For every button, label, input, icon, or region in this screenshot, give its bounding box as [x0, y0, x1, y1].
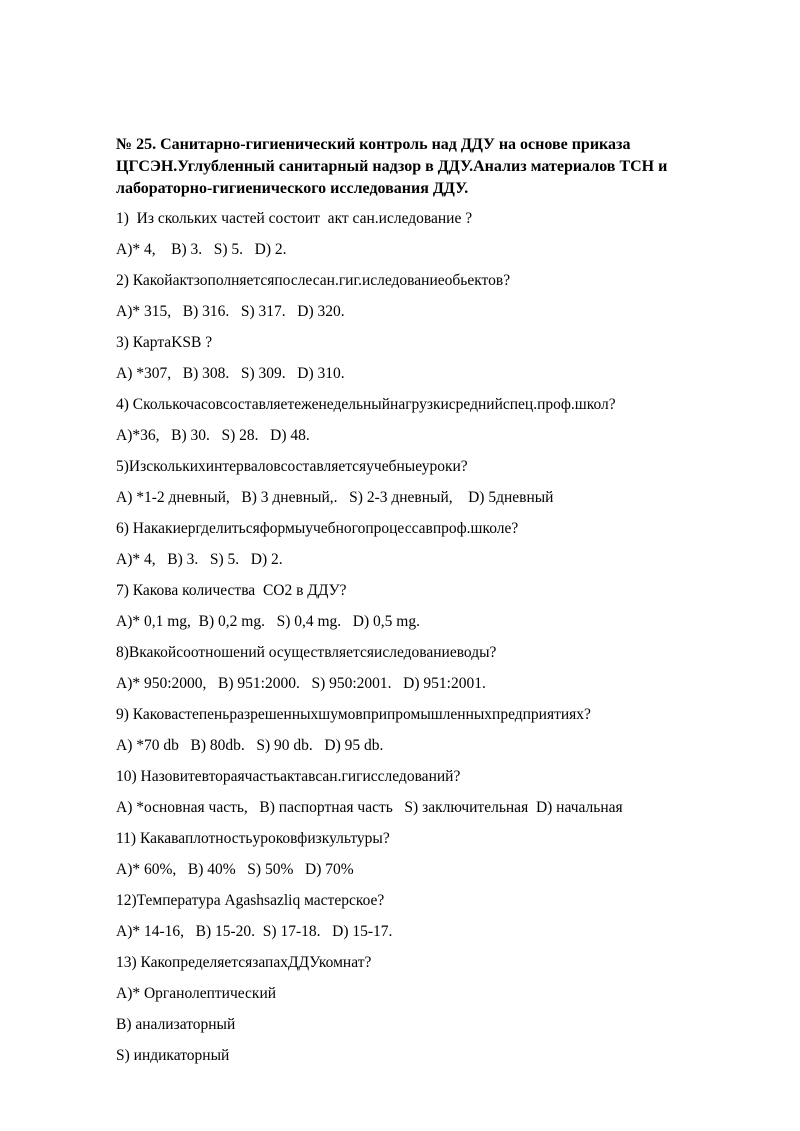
question-9: 9) Каковастепеньразрешенныхшумовприпромышленныхпредприятиях?: [116, 706, 591, 723]
title-line: № 25. Санитарно-гигиенический контроль над ДДУ на основе приказа: [116, 136, 631, 153]
answer-5: A) *1-2 дневный, B) 3 дневный,. S) 2-3 дневный, D) 5дневный: [116, 489, 554, 506]
question-13: 13) КакопределяетсязапахДДУкомнат?: [116, 954, 372, 971]
answer-13-b: B) анализаторный: [116, 1016, 236, 1033]
question-4: 4) Сколькочасовсоставляетеженедельныйнагрузкисреднийспец.проф.школ?: [116, 396, 616, 413]
answer-1: A)* 4, B) 3. S) 5. D) 2.: [116, 241, 287, 258]
answer-11: A)* 60%, B) 40% S) 50% D) 70%: [116, 861, 354, 878]
question-5: 5)Изсколькихинтерваловсоставляетсяучебныеуроки?: [116, 458, 468, 475]
answer-2: A)* 315, B) 316. S) 317. D) 320.: [116, 303, 345, 320]
answer-4: A)*36, B) 30. S) 28. D) 48.: [116, 427, 310, 444]
question-1: 1) Из скольких частей состоит акт сан.иследование ?: [116, 210, 473, 227]
answer-7: A)* 0,1 mg, B) 0,2 mg. S) 0,4 mg. D) 0,5 mg.: [116, 613, 420, 630]
question-7: 7) Какова количества CO2 в ДДУ?: [116, 582, 347, 599]
answer-6: A)* 4, B) 3. S) 5. D) 2.: [116, 551, 283, 568]
question-8: 8)Вкакойсоотношений осуществляетсяиследованиеводы?: [116, 644, 497, 661]
answer-12: A)* 14-16, B) 15-20. S) 17-18. D) 15-17.: [116, 923, 393, 940]
question-10: 10) Назовитевтораячастьактавсан.гигисследований?: [116, 768, 461, 785]
document-page: [116, 134, 716, 1077]
answer-9: A) *70 db B) 80db. S) 90 db. D) 95 db.: [116, 737, 384, 754]
question-2: 2) Какойактзополняетсяпослесан.гиг.иследованиеобьектов?: [116, 272, 511, 289]
answer-8: A)* 950:2000, B) 951:2000. S) 950:2001. D) 951:2001.: [116, 675, 486, 692]
answer-13-s: S) индикаторный: [116, 1047, 230, 1064]
question-11: 11) Какаваплотностьуроковфизкультуры?: [116, 830, 390, 847]
title-line: ЦГСЭН.Углубленный санитарный надзор в ДДУ.Анализ материалов ТСН и: [116, 158, 668, 175]
answer-13-a: A)* Органолептический: [116, 985, 277, 1002]
question-3: 3) КартаKSB ?: [116, 334, 213, 351]
question-6: 6) Накакиергделитьсяформыучебногопроцессавпроф.школе?: [116, 520, 519, 537]
answer-10: A) *основная часть, B) паспортная часть S) заключительная D) начальная: [116, 799, 623, 816]
answer-3: A) *307, B) 308. S) 309. D) 310.: [116, 365, 345, 382]
document-title: [116, 134, 716, 200]
question-list: [116, 209, 716, 1077]
title-line: лабораторно-гигиенического исследования ДДУ.: [116, 180, 469, 197]
question-12: 12)Температура Agashsazliq мастерское?: [116, 892, 385, 909]
